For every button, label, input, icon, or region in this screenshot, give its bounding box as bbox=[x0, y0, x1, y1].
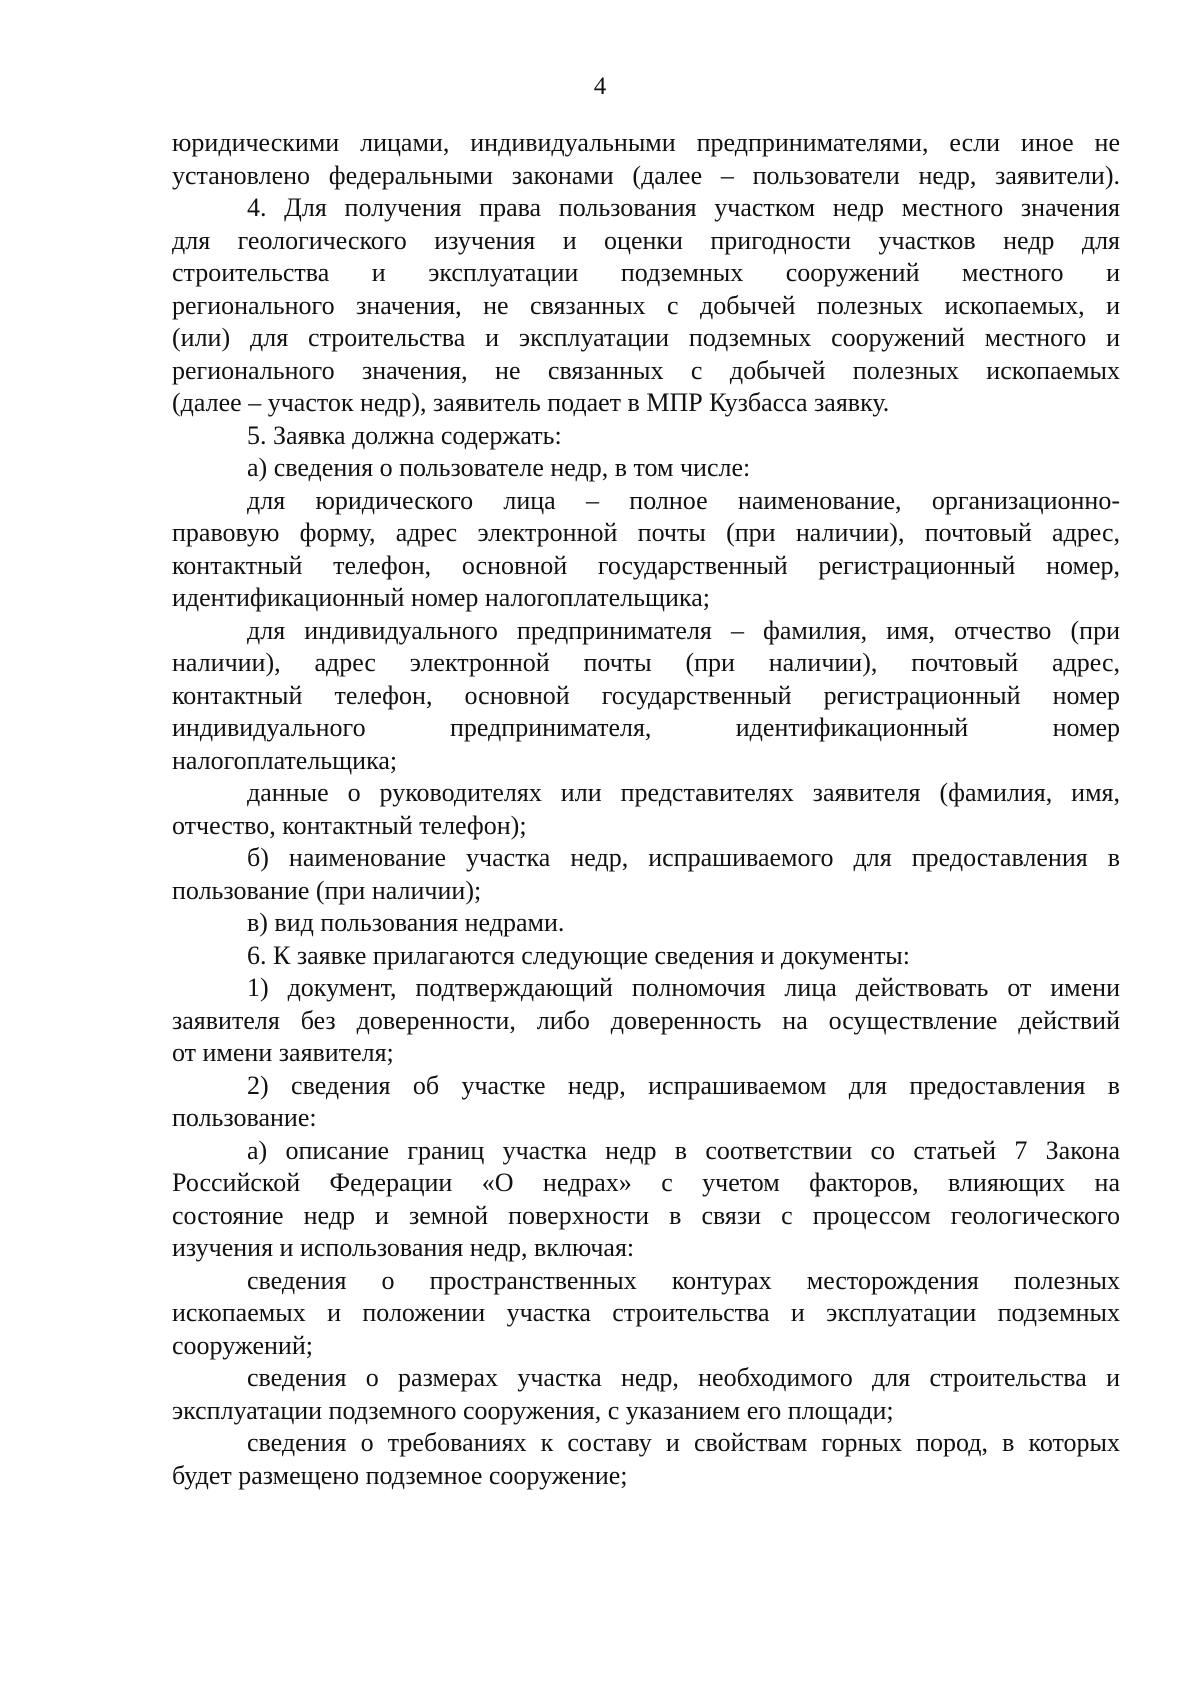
text-line: сведения о размерах участка недр, необходимого для строительства и bbox=[247, 1363, 1120, 1392]
text-line: контактный телефон, основной государственный регистрационный номер, bbox=[172, 550, 1120, 580]
text-line: пользование (при наличии); bbox=[172, 875, 482, 905]
text-line: регионального значения, не связанных с добычей полезных ископаемых, и bbox=[172, 290, 1120, 320]
text-line: установлено федеральными законами (далее – пользователи недр, заявители). bbox=[172, 160, 1120, 190]
text-line: данные о руководителях или представителях заявителя (фамилия, имя, bbox=[247, 778, 1120, 807]
text-line: для юридического лица – полное наименование, организационно- bbox=[247, 485, 1120, 515]
text-line: сведения о пространственных контурах месторождения полезных bbox=[247, 1265, 1120, 1295]
page-number: 4 bbox=[593, 73, 607, 100]
text-line: ископаемых и положении участка строительства и эксплуатации подземных bbox=[172, 1298, 1120, 1327]
text-line: правовую форму, адрес электронной почты (при наличии), почтовый адрес, bbox=[172, 518, 1120, 547]
document-body bbox=[172, 127, 1120, 1492]
text-line: в) вид пользования недрами. bbox=[247, 908, 565, 937]
text-line: для геологического изучения и оценки пригодности участков недр для bbox=[172, 225, 1120, 255]
text-line: изучения и использования недр, включая: bbox=[172, 1233, 635, 1262]
text-line: будет размещено подземное сооружение; bbox=[172, 1460, 628, 1490]
text-line: 1) документ, подтверждающий полномочия лица действовать от имени bbox=[247, 973, 1120, 1002]
text-line: б) наименование участка недр, испрашиваемого для предоставления в bbox=[247, 843, 1120, 872]
text-line: эксплуатации подземного сооружения, с указанием его площади; bbox=[172, 1395, 894, 1425]
text-line: (далее – участок недр), заявитель подает в МПР Кузбасса заявку. bbox=[172, 388, 890, 417]
text-line: контактный телефон, основной государственный регистрационный номер bbox=[172, 680, 1120, 710]
text-line: состояние недр и земной поверхности в связи с процессом геологического bbox=[172, 1200, 1120, 1230]
text-line: пользование: bbox=[172, 1103, 317, 1132]
text-line: 6. К заявке прилагаются следующие сведения и документы: bbox=[247, 940, 910, 970]
text-line: отчество, контактный телефон); bbox=[172, 810, 527, 840]
text-line: а) описание границ участка недр в соответствии со статьей 7 Закона bbox=[247, 1135, 1120, 1165]
text-line: строительства и эксплуатации подземных сооружений местного и bbox=[172, 258, 1120, 287]
text-line: индивидуального предпринимателя, идентификационный номер bbox=[172, 713, 1120, 742]
text-line: регионального значения, не связанных с добычей полезных ископаемых bbox=[172, 355, 1120, 385]
text-line: от имени заявителя; bbox=[172, 1038, 394, 1067]
text-line: налогоплательщика; bbox=[172, 745, 398, 775]
text-line: 4. Для получения права пользования участком недр местного значения bbox=[247, 193, 1120, 222]
text-line: Российской Федерации «О недрах» с учетом факторов, влияющих на bbox=[172, 1168, 1120, 1197]
text-line: сведения о требованиях к составу и свойствам горных пород, в которых bbox=[247, 1428, 1120, 1457]
text-line: заявителя без доверенности, либо доверенность на осуществление действий bbox=[172, 1005, 1120, 1035]
text-line: наличии), адрес электронной почты (при наличии), почтовый адрес, bbox=[172, 648, 1120, 677]
text-line: (или) для строительства и эксплуатации подземных сооружений местного и bbox=[172, 323, 1120, 352]
text-line: юридическими лицами, индивидуальными предпринимателями, если иное не bbox=[172, 128, 1120, 157]
text-line: 2) сведения об участке недр, испрашиваемом для предоставления в bbox=[247, 1070, 1120, 1100]
text-line: идентификационный номер налогоплательщика; bbox=[172, 583, 710, 612]
text-line: 5. Заявка должна содержать: bbox=[247, 420, 562, 450]
text-line: для индивидуального предпринимателя – фамилия, имя, отчество (при bbox=[247, 615, 1120, 645]
text-line: сооружений; bbox=[172, 1330, 313, 1360]
text-line: а) сведения о пользователе недр, в том числе: bbox=[247, 453, 751, 482]
